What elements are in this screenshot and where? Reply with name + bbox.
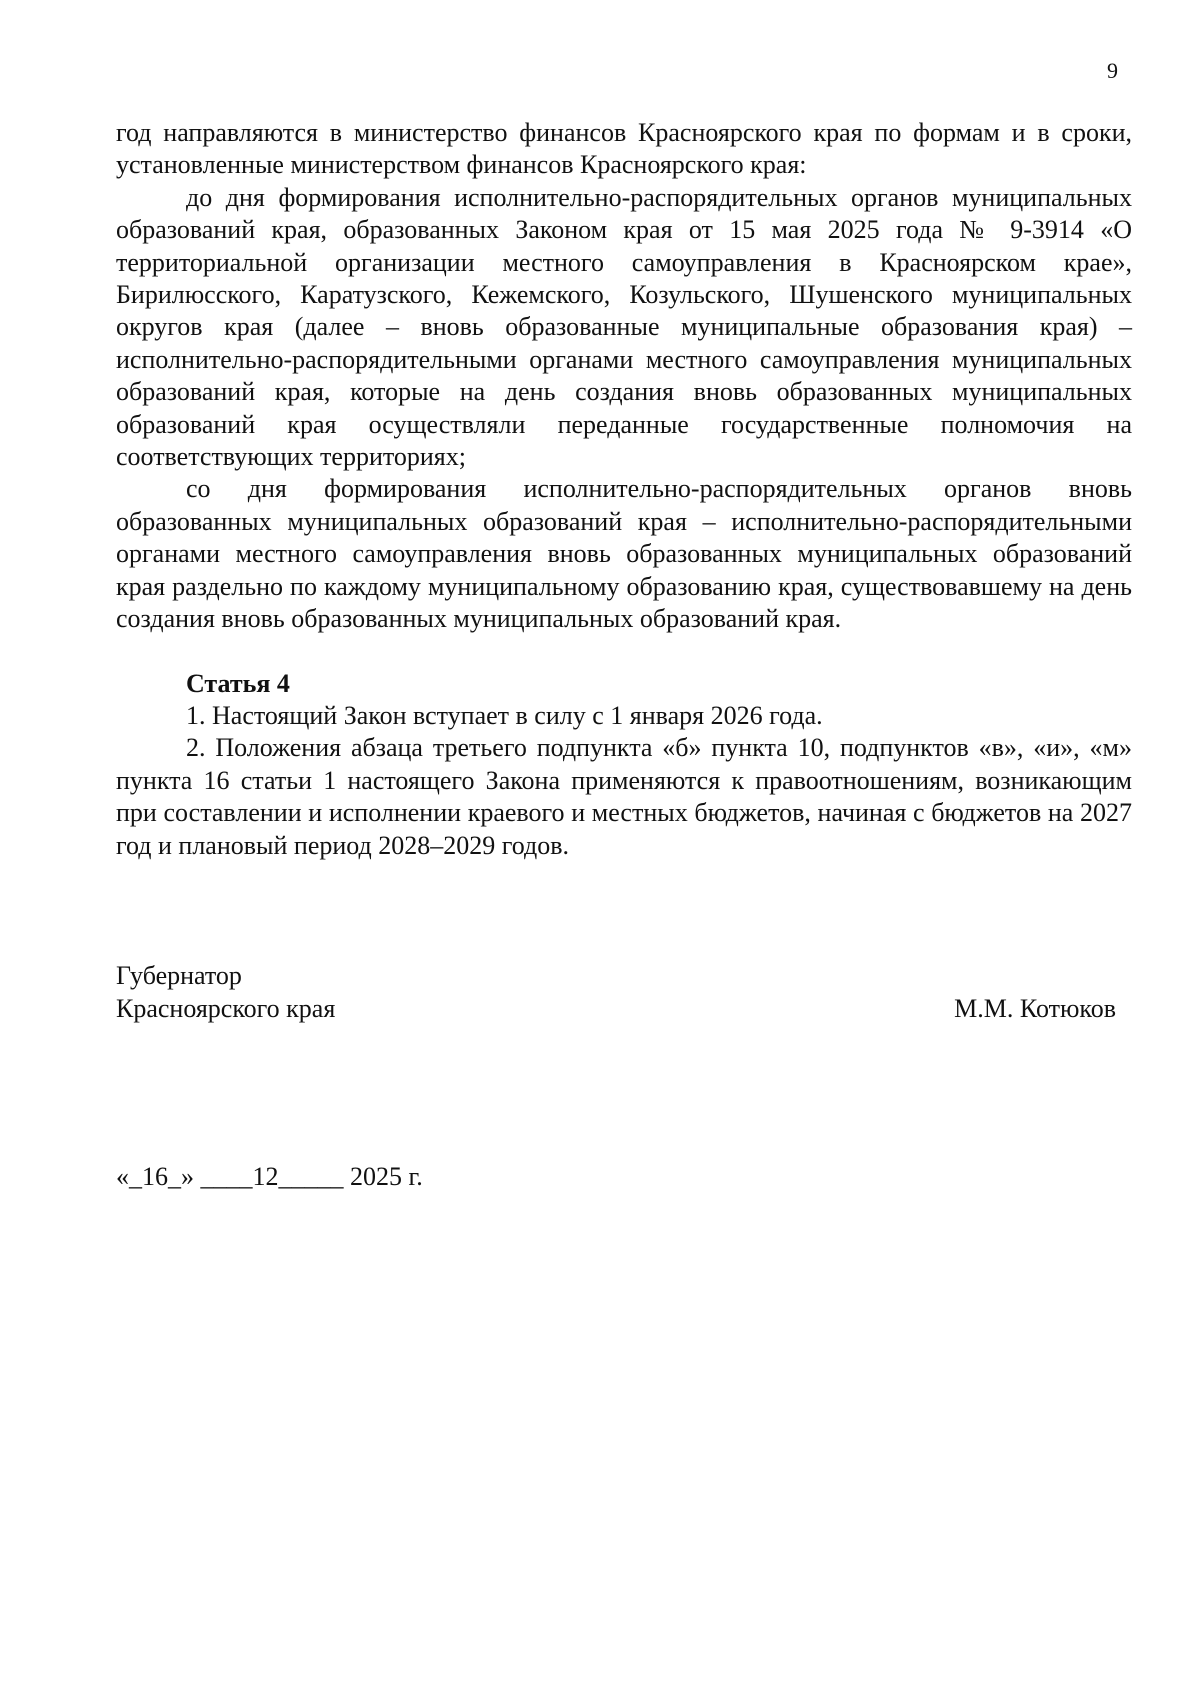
page-number: 9 <box>1107 58 1118 83</box>
signature-row <box>116 992 1116 1025</box>
paragraph-before-formation: до дня формирования исполнительно-распорядительных органов муниципальных образований края, образованных Законом края от 15 мая 2025 года № 9-3914 «О территориальной организации местного самоуправления в Красноярском крае», Бирилюсского, Каратузского, Кежемского, Козульского, Шушенского муниципальных округов края (далее – вновь образованные муниципальные образования края) – исполнительно-распорядительными органами местного самоуправления муниципальных образований края, которые на день создания вновь образованных муниципальных образований края осуществляли переданные государственные полномочия на соответствующих территориях; <box>116 182 1132 472</box>
paragraph-continuation: год направляются в министерство финансов Красноярского края по формам и в сроки, установленные министерством финансов Красноярского края: <box>116 118 1132 180</box>
signatory-position-line1: Губернатор <box>116 961 242 990</box>
article-heading: Статья 4 <box>186 668 290 698</box>
article-item-1: 1. Настоящий Закон вступает в силу с 1 января 2026 года. <box>186 700 823 730</box>
signature-block <box>116 959 1116 1025</box>
paragraph-after-formation: со дня формирования исполнительно-распорядительных органов вновь образованных муниципальных образований края – исполнительно-распорядительными органами местного самоуправления вновь образованных муниципальных образований края раздельно по каждому муниципальному образованию края, существовавшему на день создания вновь образованных муниципальных образований края. <box>116 474 1132 634</box>
signatory-name: М.М. Котюков <box>954 994 1116 1023</box>
document-body <box>116 117 1132 862</box>
article-item-2: 2. Положения абзаца третьего подпункта «б» пункта 10, подпунктов «в», «и», «м» пункта 16 статьи 1 настоящего Закона применяются к правоотношениям, возникающим при составлении и исполнении краевого и местных бюджетов, начиная с бюджетов на 2027 год и плановый период 2028–2029 годов. <box>116 733 1132 860</box>
signing-date: «_16_» ____12_____ 2025 г. <box>116 1162 423 1191</box>
signatory-position-line2: Красноярского края <box>116 994 336 1023</box>
